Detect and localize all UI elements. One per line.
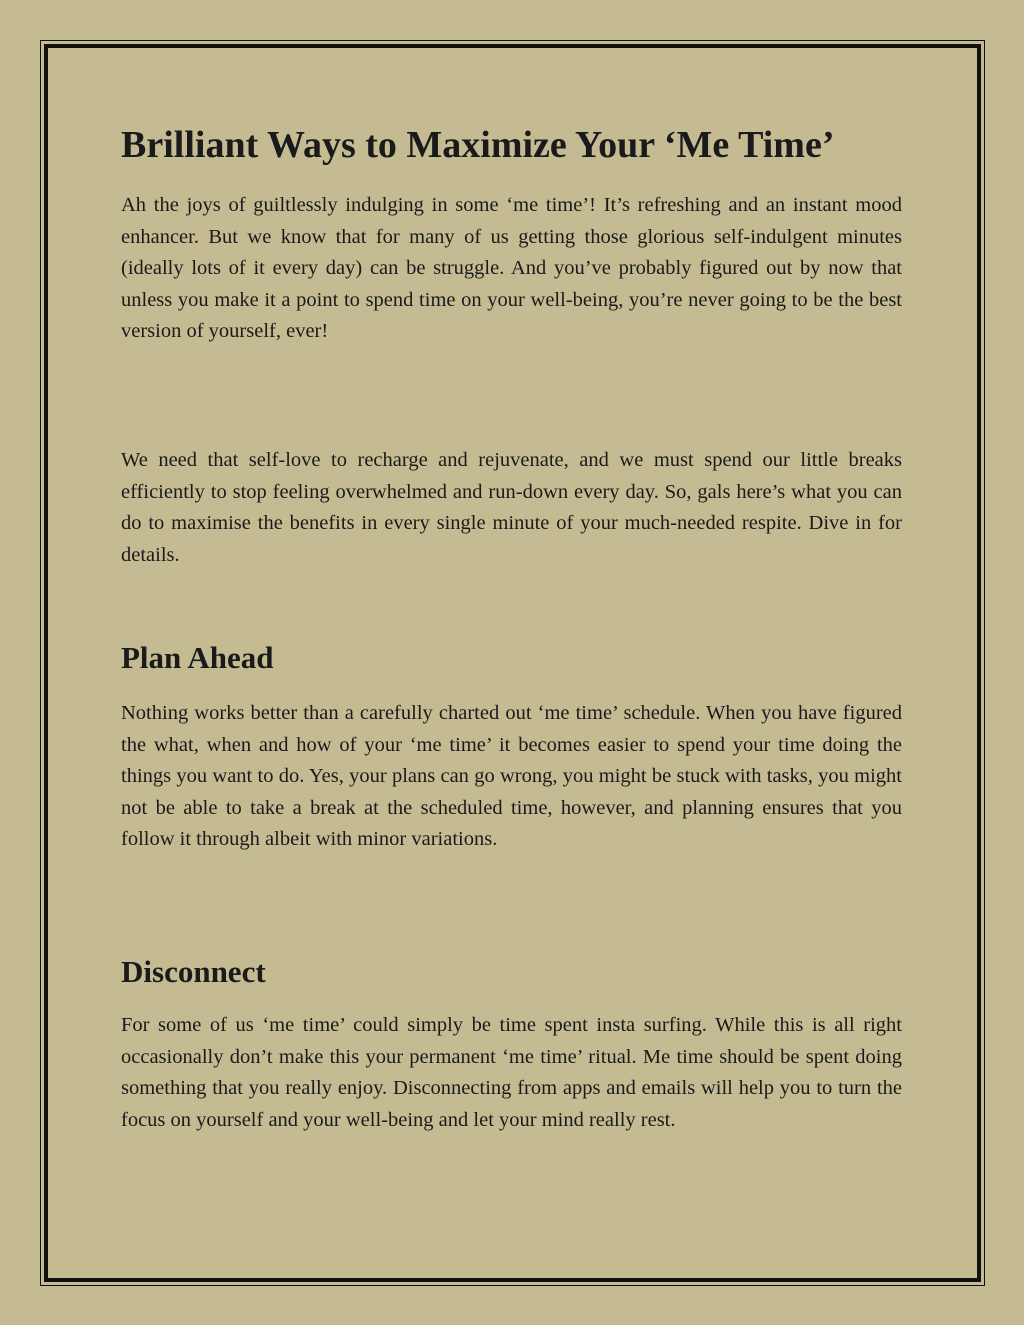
section-heading-plan-ahead: Plan Ahead (121, 640, 274, 675)
section-body-plan-ahead: Nothing works better than a carefully charted out ‘me time’ schedule. When you have figured the what, when and how of your ‘me time’ it becomes easier to spend your time doing the things you want to do. Yes, your plans can go wrong, you might be stuck with tasks, you might not be able to take a break at the scheduled time, however, and planning ensures that you follow it through albeit with minor variations. (121, 702, 902, 851)
intro-paragraph-1: Ah the joys of guiltlessly indulging in some ‘me time’! It’s refreshing and an instant mood enhancer. But we know that for many of us getting those glorious self-indulgent minutes (ideally lots of it every day) can be struggle. And you’ve probably figured out by now that unless you make it a point to spend time on your well-being, you’re never going to be the best version of yourself, ever! (121, 194, 902, 343)
section-body-disconnect: For some of us ‘me time’ could simply be time spent insta surfing. While this is all right occasionally don’t make this your permanent ‘me time’ ritual. Me time should be spent doing something that you really enjoy. Disconnecting from apps and emails will help you to turn the focus on yourself and your well-being and let your mind really rest. (121, 1014, 902, 1131)
intro-paragraph-2: We need that self-love to recharge and rejuvenate, and we must spend our little breaks efficiently to stop feeling overwhelmed and run-down every day. So, gals here’s what you can do to maximise the benefits in every single minute of your much-needed respite. Dive in for details. (121, 449, 902, 566)
article-title: Brilliant Ways to Maximize Your ‘Me Time’ (121, 124, 835, 166)
section-heading-disconnect: Disconnect (121, 954, 266, 989)
